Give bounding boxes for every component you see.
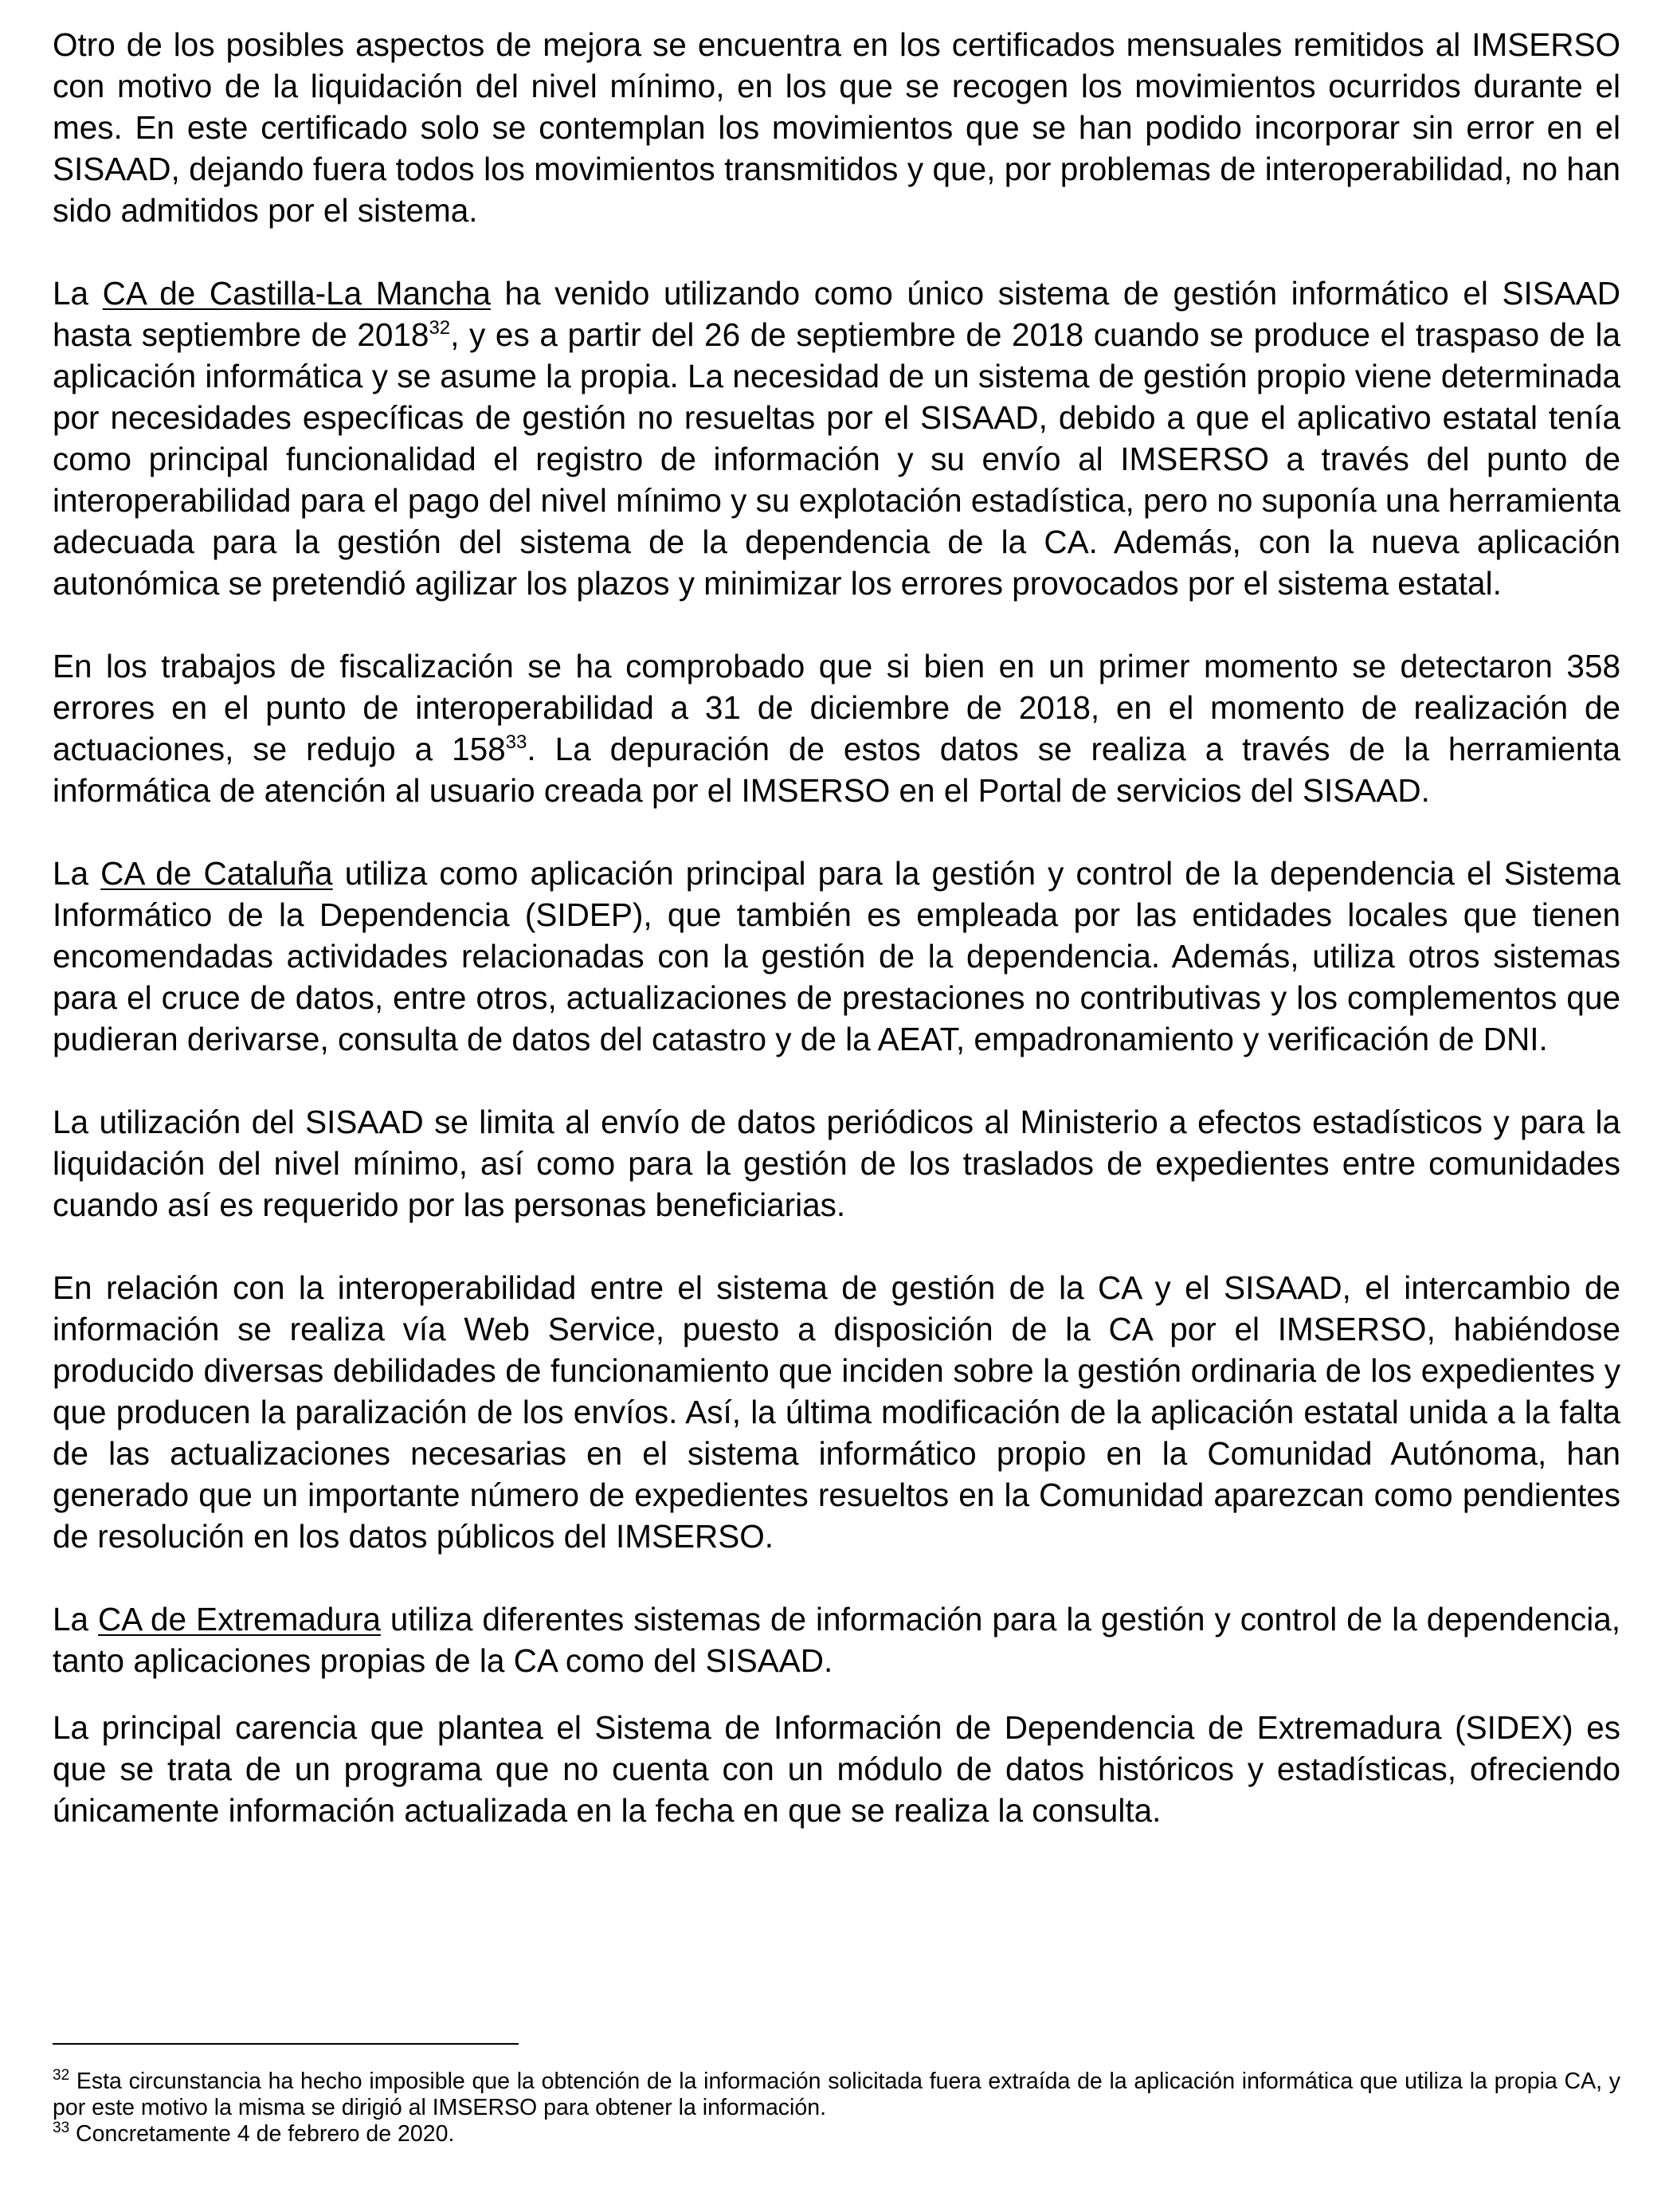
paragraph-cataluna: [53, 853, 1620, 1060]
paragraph-utilizacion-sisaad: La utilización del SISAAD se limita al envío de datos periódicos al Ministerio a efectos estadísticos y para la liquidación del nivel mínimo, así como para la gestión de los traslados de expedientes entre comunidades cuando así es requerido por las personas beneficiarias.: [53, 1104, 1620, 1223]
footnote-32: [53, 2069, 1620, 2121]
document-body: [53, 24, 1620, 1831]
footnote-number: 32: [53, 2067, 70, 2084]
paragraph-sidex: La principal carencia que plantea el Sistema de Información de Dependencia de Extremadura (SIDEX) es que se trata de un programa que no cuenta con un módulo de datos históricos y estadísticas, ofreciendo únicamente información actualizada en la fecha en que se realiza la consulta.: [53, 1709, 1620, 1829]
paragraph-certificados: Otro de los posibles aspectos de mejora se encuentra en los certificados mensuales remitidos al IMSERSO con motivo de la liquidación del nivel mínimo, en los que se recogen los movimientos ocurridos durante el mes. En este certificado solo se contemplan los movimientos que se han podido incorporar sin error en el SISAAD, dejando fuera todos los movimientos transmitidos y que, por problemas de interoperabilidad, no han sido admitidos por el sistema.: [53, 26, 1620, 229]
paragraph-castilla-la-mancha: [53, 273, 1620, 604]
footnotes: [53, 2043, 1620, 2147]
paragraph-lead: La: [53, 855, 101, 892]
paragraph-lead: La: [53, 1601, 99, 1637]
paragraph-lead: La: [53, 275, 103, 312]
paragraph-text: , y es a partir del 26 de septiembre de 2018 cuando se produce el traspaso de la aplicación informática y se asume la propia. La necesidad de un sistema de gestión propio viene determinada por necesidades específicas de gestión no resueltas por el SISAAD, debido a que el aplicativo estatal tenía como principal funcionalidad el registro de información y su envío al IMSERSO a través del punto de interoperabilidad para el pago del nivel mínimo y su explotación estadística, pero no suponía una herramienta adecuada para la gestión del sistema de la dependencia de la CA. Además, con la nueva aplicación autonómica se pretendió agilizar los plazos y minimizar los errores provocados por el sistema estatal.: [53, 316, 1620, 602]
paragraph-interoperabilidad: En relación con la interoperabilidad entre el sistema de gestión de la CA y el SISAAD, el intercambio de información se realiza vía Web Service, puesto a disposición de la CA por el IMSERSO, habiéndose producido diversas debilidades de funcionamiento que inciden sobre la gestión ordinaria de los expedientes y que producen la paralización de los envíos. Así, la última modificación de la aplicación estatal unida a la falta de las actualizaciones necesarias en el sistema informático propio en la Comunidad Autónoma, han generado que un importante número de expedientes resueltos en la Comunidad aparezcan como pendientes de resolución en los datos públicos del IMSERSO.: [53, 1269, 1620, 1555]
paragraph-text: En los trabajos de fiscalización se ha comprobado que si bien en un primer momento se detectaron 358 errores en el punto de interoperabilidad a 31 de diciembre de 2018, en el momento de realización de actuaciones, se redujo a 158: [53, 648, 1620, 767]
footnote-ref-33: 33: [505, 731, 527, 753]
footnote-separator: [53, 2043, 519, 2045]
paragraph-text: utiliza diferentes sistemas de información para la gestión y control de la dependencia, tanto aplicaciones propias de la CA como del SISAAD.: [53, 1601, 1620, 1679]
footnote-ref-32: 32: [429, 317, 451, 339]
region-heading-castilla-la-mancha: CA de Castilla-La Mancha: [102, 275, 491, 312]
footnote-text: Concretamente 4 de febrero de 2020.: [69, 2121, 455, 2147]
footnote-text: Esta circunstancia ha hecho imposible que la obtención de la información solicitada fuera extraída de la aplicación informática que utiliza la propia CA, y por este motivo la misma se dirigió al IMSERSO para obtener la información.: [53, 2069, 1620, 2120]
paragraph-text: utiliza como aplicación principal para la gestión y control de la dependencia el Sistema Informático de la Dependencia (SIDEP), que también es empleada por las entidades locales que tienen encomendadas actividades relacionadas con la gestión de la dependencia. Además, utiliza otros sistemas para el cruce de datos, entre otros, actualizaciones de prestaciones no contributivas y los complementos que pudieran derivarse, consulta de datos del catastro y de la AEAT, empadronamiento y verificación de DNI.: [53, 855, 1620, 1057]
region-heading-cataluna: CA de Cataluña: [100, 855, 333, 892]
footnote-number: 33: [53, 2120, 70, 2136]
region-heading-extremadura: CA de Extremadura: [98, 1601, 381, 1637]
paragraph-text: . La depuración de estos datos se realiza a través de la herramienta informática de atención al usuario creada por el IMSERSO en el Portal de servicios del SISAAD.: [53, 731, 1620, 809]
footnote-33: [53, 2121, 1620, 2147]
paragraph-extremadura: [53, 1598, 1620, 1681]
paragraph-fiscalizacion: [53, 645, 1620, 811]
paragraph-text: ha venido utilizando como único sistema de gestión informático el SISAAD hasta septiembre de 2018: [53, 275, 1620, 353]
